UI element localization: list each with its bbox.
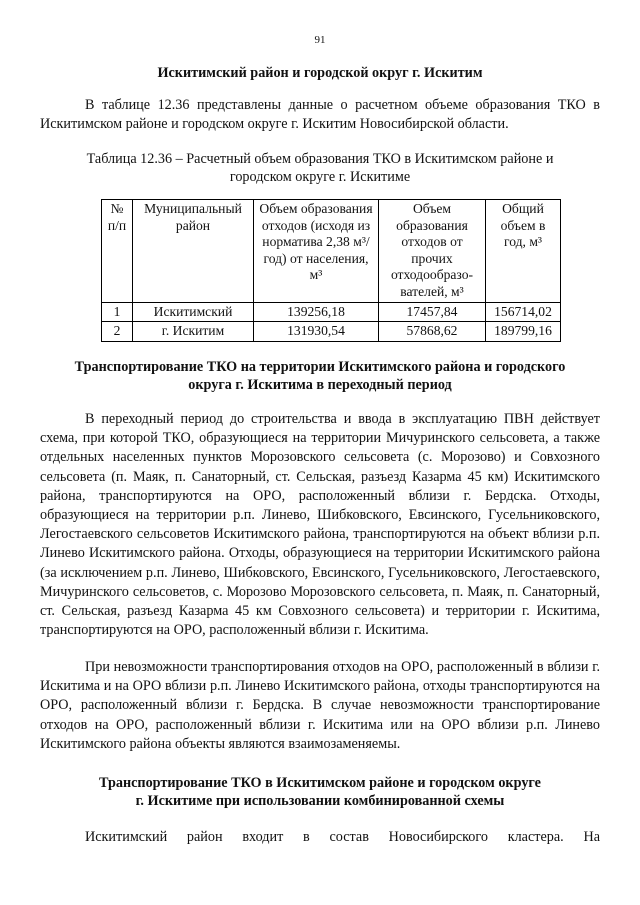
table-cell: 139256,18 (254, 302, 379, 322)
section-heading: Искитимский район и городской округ г. Искитим (157, 65, 483, 81)
heading-line: Транспортирование ТКО в Искитимском районе и городском округе (99, 775, 541, 791)
fallback-paragraph: При невозможности транспортирования отходов на ОРО, расположенный в вблизи г. Искитима и на ОРО вблизи р.п. Линево Искитимского района, отходы транспортируются на ОРО, расположенный вблизи г. Бердска. В случае невозможности транспортирование отходов на ОРО, расположенный вблизи г. Искитима или на ОРО вблизи р.п. Линево Искитимского района объекты являются взаимозаменяемы. (40, 659, 600, 752)
table-cell: г. Искитим (133, 322, 254, 342)
table-header-cell: Объем образования отходов от прочих отходообразо-вателей, м³ (379, 200, 486, 303)
section-heading-combined (40, 774, 600, 810)
combined-paragraph: Искитимский район входит в состав Новосибирского кластера. На (85, 829, 600, 845)
table-cell: Искитимский (133, 302, 254, 322)
table-cell: 2 (102, 322, 133, 342)
heading-line: округа г. Искитима в переходный период (188, 377, 452, 393)
intro-paragraph: В таблице 12.36 представлены данные о расчетном объеме образования ТКО в Искитимском районе и городском округе г. Искитим Новосибирской области. (40, 97, 600, 133)
table-caption (40, 150, 600, 186)
table-row (102, 322, 561, 342)
table-cell: 156714,02 (486, 302, 561, 322)
table-caption-line1: Таблица 12.36 – Расчетный объем образования ТКО в Искитимском районе и (86, 151, 554, 167)
table-caption-line2: городском округе г. Искитиме (229, 169, 411, 185)
table-cell: 17457,84 (379, 302, 486, 322)
page-number: 91 (314, 34, 326, 46)
table-header-cell: Общий объем в год, м³ (486, 200, 561, 303)
table-header-row (102, 200, 561, 303)
table-cell: 131930,54 (254, 322, 379, 342)
table-cell: 57868,62 (379, 322, 486, 342)
table-cell: 1 (102, 302, 133, 322)
waste-volume-table (101, 199, 561, 342)
heading-line: г. Искитиме при использовании комбинированной схемы (135, 793, 505, 809)
table-header-cell: Муниципальный район (133, 200, 254, 303)
table-header-cell: Объем образования отходов (исходя из норматива 2,38 м³/год) от населения, м³ (254, 200, 379, 303)
table-row (102, 302, 561, 322)
heading-line: Транспортирование ТКО на территории Искитимского района и городского (74, 359, 566, 375)
section-heading-transport (40, 358, 600, 394)
table-cell: 189799,16 (486, 322, 561, 342)
table-header-cell: № п/п (102, 200, 133, 303)
transport-paragraph: В переходный период до строительства и ввода в эксплуатацию ПВН действует схема, при которой ТКО, образующиеся на территории Мичуринского сельсовета, а также отдельных населенных пунктов Морозовского сельсовета (с. Морозово) и Совхозного сельсовета (п. Маяк, п. Санаторный, ст. Сельская, разъезд Казарма 45 км) Искитимского района, транспортируются на ОРО, расположенный вблизи г. Бердска. Отходы, образующиеся на территории р.п. Линево, Шибковского, Евсинского, Гусельниковского, Легостаевского сельсоветов Искитимского района, транспортируются на объект вблизи р.п. Линево Искитимского района. Отходы, образующиеся на территории Искитимского района (за исключением р.п. Линево, Шибковского, Евсинского, Гусельниковского, Легостаевского, Мичуринского сельсоветов, с. Морозово Морозовского сельсовета, п. Маяк, п. Санаторный, ст. Сельская, разъезд Казарма 45 км Совхозного сельсовета) и территории г. Искитима, транспортируются на ОРО, расположенный вблизи г. Искитима. (40, 411, 600, 639)
